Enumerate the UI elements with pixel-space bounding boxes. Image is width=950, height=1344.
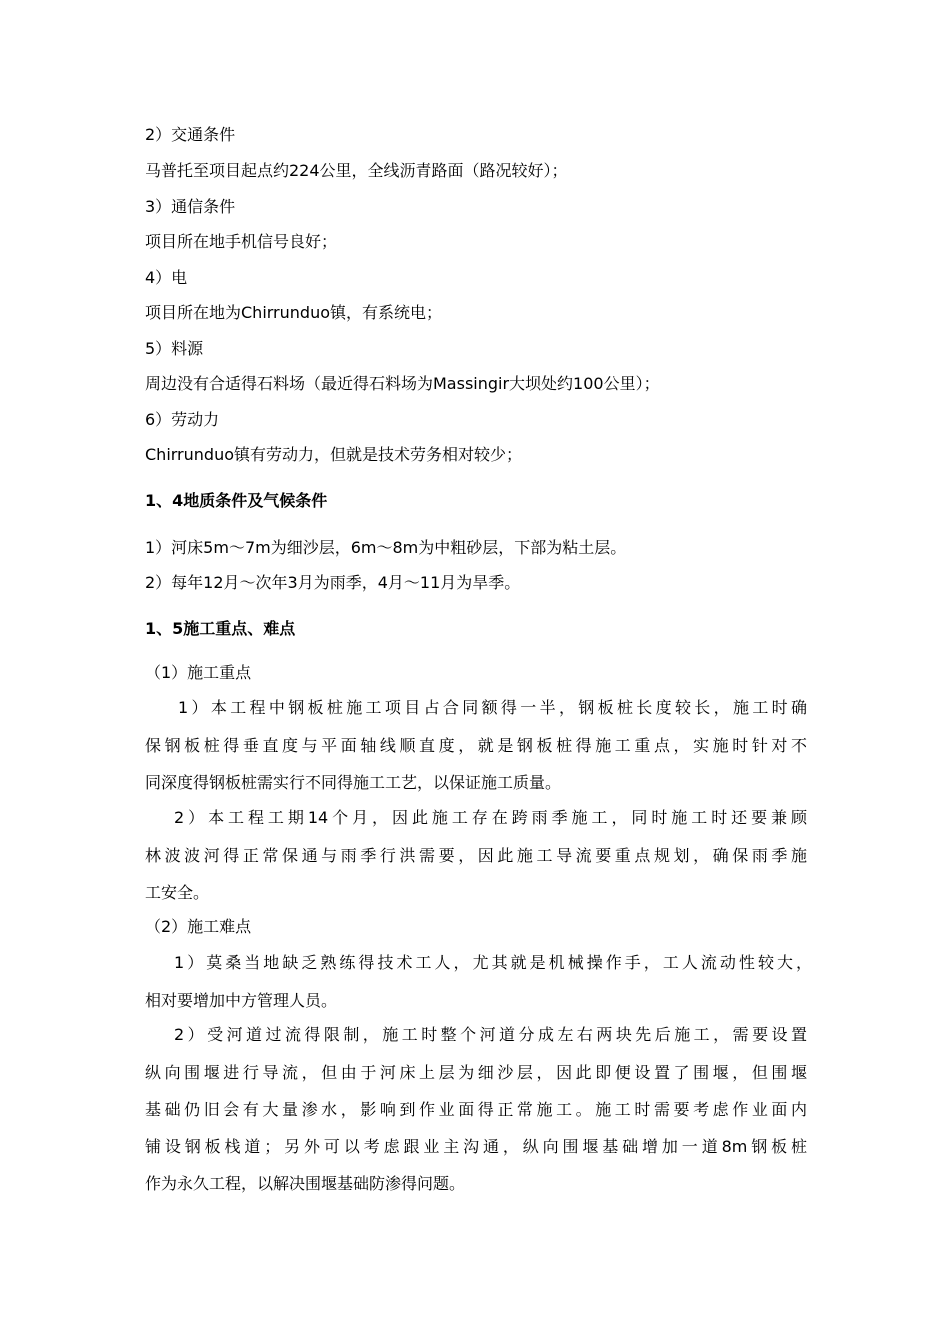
difficulty-2-line-5: 作为永久工程，以解决围堰基础防渗得问题。 (145, 1174, 466, 1193)
subheading-key-points: （1）施工重点 (145, 663, 252, 682)
geology-item-2: 2）每年12月～次年3月为雨季，4月～11月为旱季。 (145, 573, 521, 592)
difficulty-1-line-1: 1）莫桑当地缺乏熟练得技术工人，尤其就是机械操作手，工人流动性较大， (174, 953, 812, 972)
item-communication-heading: 3）通信条件 (145, 197, 236, 216)
key-point-1-line-3: 同深度得钢板桩需实行不同得施工工艺，以保证施工质量。 (145, 773, 562, 792)
item-traffic-heading: 2）交通条件 (145, 125, 236, 144)
difficulty-1-line-2: 相对要增加中方管理人员。 (145, 991, 338, 1010)
item-traffic-text: 马普托至项目起点约224公里，全线沥青路面（路况较好）； (145, 161, 568, 180)
section-heading-geology: 1、4地质条件及气候条件 (145, 491, 328, 510)
key-point-2-line-1: 2）本工程工期14个月，因此施工存在跨雨季施工，同时施工时还要兼顾 (174, 808, 807, 827)
item-electricity-text: 项目所在地为Chirrunduo镇，有系统电； (145, 303, 443, 322)
difficulty-2-line-1: 2）受河道过流得限制，施工时整个河道分成左右两块先后施工，需要设置 (174, 1025, 807, 1044)
item-material-text: 周边没有合适得石料场（最近得石料场为Massingir大坝处约100公里）； (145, 374, 660, 393)
geology-item-1: 1）河床5m～7m为细沙层，6m～8m为中粗砂层，下部为粘土层。 (145, 538, 627, 557)
section-heading-key-points: 1、5施工重点、难点 (145, 619, 296, 638)
key-point-1-line-2: 保钢板桩得垂直度与平面轴线顺直度，就是钢板桩得施工重点，实施时针对不 (145, 736, 807, 755)
item-labor-heading: 6）劳动力 (145, 410, 220, 429)
item-labor-text: Chirrunduo镇有劳动力，但就是技术劳务相对较少； (145, 445, 523, 464)
key-point-2-line-2: 林波波河得正常保通与雨季行洪需要，因此施工导流要重点规划，确保雨季施 (145, 846, 807, 865)
key-point-1-line-1: 1）本工程中钢板桩施工项目占合同额得一半，钢板桩长度较长，施工时确 (178, 698, 807, 717)
subheading-difficulties: （2）施工难点 (145, 917, 252, 936)
item-material-heading: 5）料源 (145, 339, 204, 358)
difficulty-2-line-4: 铺设钢板栈道；另外可以考虑跟业主沟通，纵向围堰基础增加一道8m钢板桩 (145, 1137, 807, 1156)
item-electricity-heading: 4）电 (145, 268, 188, 287)
difficulty-2-line-3: 基础仍旧会有大量渗水，影响到作业面得正常施工。施工时需要考虑作业面内 (145, 1100, 807, 1119)
difficulty-2-line-2: 纵向围堰进行导流，但由于河床上层为细沙层，因此即便设置了围堰，但围堰 (145, 1063, 807, 1082)
item-communication-text: 项目所在地手机信号良好； (145, 232, 338, 251)
key-point-2-line-3: 工安全。 (145, 883, 210, 902)
